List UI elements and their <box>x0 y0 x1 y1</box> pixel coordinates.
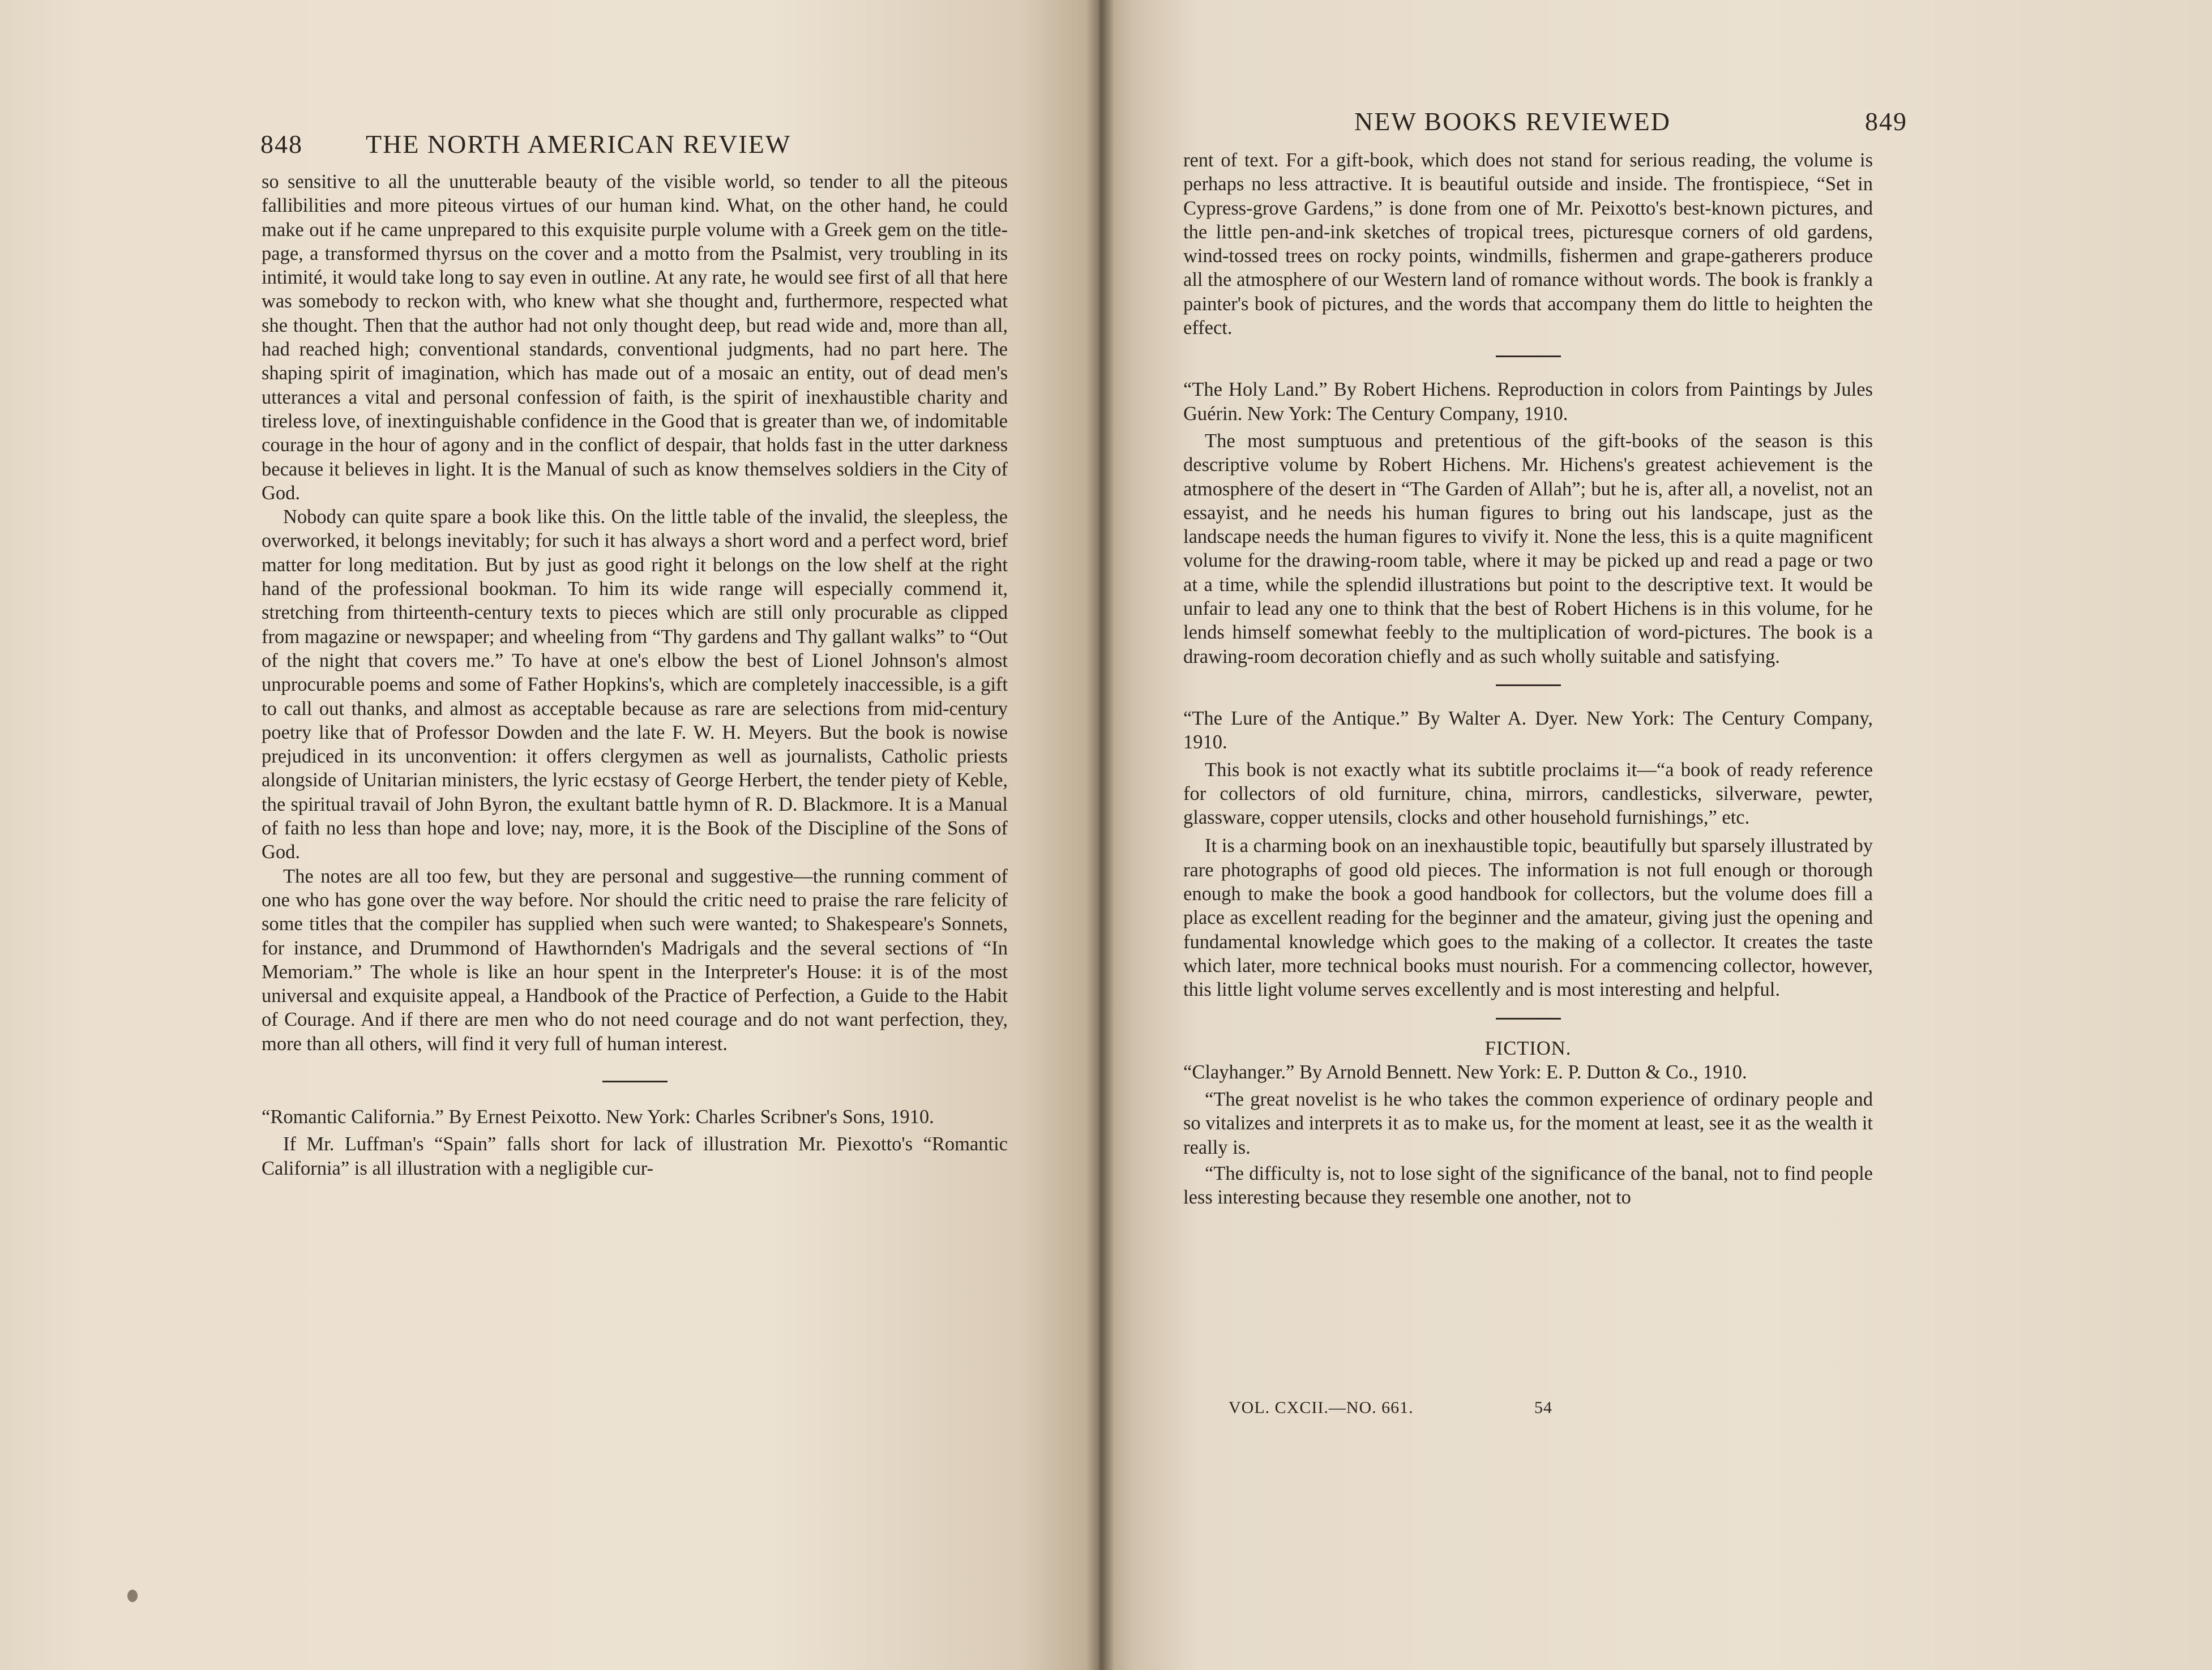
paragraph: The most sumptuous and pretentious of the gift-books of the season is this descriptive volume by Robert Hichens. Mr. Hichens's greatest achievement is the atmosphere of the desert in “The Garden of Allah”; but he is, after all, a novelist, not an essayist, and he needs his human figures to bring out his landscape, just as the landscape needs the human figures to vivify it. None the less, this is a quite magnificent volume for the drawing-room table, where it may be picked up and read a page or two at a time, while the splendid illustrations but point to the descriptive text. It would be unfair to lead any one to think that the best of Robert Hichens is in this volume, for he lends himself somewhat feebly to the multiplication of word-pictures. The book is a drawing-room decoration chiefly and as such wholly suitable and satisfying. <box>1183 430 1873 667</box>
paragraph: This book is not exactly what its subtitle proclaims it—“a book of ready reference for collectors of old furniture, china, mirrors, candlesticks, silverware, pewter, glassware, copper utensils, clocks and other household furnishings,” etc. <box>1183 759 1873 829</box>
paragraph: “The difficulty is, not to lose sight of the significance of the banal, not to find people less interesting because they resemble one another, not to <box>1183 1162 1873 1209</box>
paragraph: It is a charming book on an inexhaustible topic, beautifully but sparsely illustrated by rare photographs of good old pieces. The information is not full enough or thorough enough to make the book a good handbook for collectors, but the volume does fill a place as excellent reading for the beginner and the amateur, giving just the opening and fundamental knowledge which goes to the making of a collector. It creates the taste which later, more technical books must nourish. For a commencing collector, however, this little light volume serves excellently and is most interesting and helpful. <box>1183 835 1873 1001</box>
review-citation-holy-land: “The Holy Land.” By Robert Hichens. Reproduction in colors from Paintings by Jules Guérin. New York: The Century Company, 1910. <box>1183 379 1873 425</box>
paragraph: If Mr. Luffman's “Spain” falls short for lack of illustration Mr. Piexotto's “Romantic California” is all illustration with a negligible cur- <box>262 1133 1008 1179</box>
paper-speck <box>127 1590 138 1602</box>
right-text-column <box>1183 148 1873 1210</box>
section-heading-fiction: FICTION. <box>1484 1037 1572 1059</box>
review-citation-lure-of-antique: “The Lure of the Antique.” By Walter A. Dyer. New York: The Century Company, 1910. <box>1183 707 1873 753</box>
review-citation-romantic-california: “Romantic California.” By Ernest Peixotto. New York: Charles Scribner's Sons, 1910. <box>262 1106 934 1128</box>
footer-volume-number: VOL. CXCII.—NO. 661. <box>1229 1398 1414 1417</box>
paragraph: so sensitive to all the unutterable beauty of the visible world, so tender to all the piteous fallibilities and more piteous virtues of our human kind. What, on the other hand, he could make out if he came unprepared to this exquisite purple volume with a Greek gem on the title-page, a transformed thyrsus on the cover and a motto from the Psalmist, very troubling in its intimité, it would take long to say even in outline. At any rate, he would see first of all that here was somebody to reckon with, who knew what she thought and, furthermore, respected what she thought. Then that the author had not only thought deep, but read wide and, more than all, had reached high; conventional standards, conventional judgments, had no part here. The shaping spirit of imagination, which has made out of a mosaic an entity, out of dead men's utterances a vital and personal confession of faith, is the spirit of inexhaustible charity and tireless love, of inextinguishable confidence in the Good that is greater than we, of indomitable courage in the hour of agony and in the conflict of despair, that holds fast in the utter darkness because it believes in light. It is the Manual of such as know themselves soldiers in the City of God. <box>262 171 1008 504</box>
paragraph: The notes are all too few, but they are personal and suggestive—the running comment of one who has gone over the way before. Nor should the critic need to praise the rare felicity of some titles that the compiler has supplied when such were wanted; to Shakespeare's Sonnets, for instance, and Drummond of Hawthornden's Madrigals and the several sections of “In Memoriam.” The whole is like an hour spent in the Interpreter's House: it is of the most universal and exquisite appeal, a Handbook of the Practice of Perfection, a Guide to the Habit of Courage. And if there are men who do not need courage and do not want perfection, they, more than all others, will find it very full of human interest. <box>262 865 1008 1055</box>
page-number-848: 848 <box>260 130 303 159</box>
left-running-head: THE NORTH AMERICAN REVIEW <box>366 130 791 159</box>
review-citation-clayhanger: “Clayhanger.” By Arnold Bennett. New York: E. P. Dutton & Co., 1910. <box>1183 1061 1747 1083</box>
paragraph: “The great novelist is he who takes the common experience of ordinary people and so vitalizes and interprets it as to make us, for the moment at least, see it as the wealth it really is. <box>1183 1089 1873 1158</box>
page-number-849: 849 <box>1865 107 1907 136</box>
left-text-column <box>262 170 1008 1180</box>
book-gutter <box>1086 0 1114 1670</box>
footer-signature-mark: 54 <box>1534 1398 1552 1417</box>
paragraph: rent of text. For a gift-book, which does not stand for serious reading, the volume is perhaps no less attractive. It is beautiful outside and inside. The frontispiece, “Set in Cypress-grove Gardens,” is done from one of Mr. Peixotto's best-known pictures, and the little pen-and-ink sketches of tropical trees, picturesque corners of old gardens, wind-tossed trees on rocky points, windmills, fishermen and grape-gatherers produce all the atmosphere of our Western land of romance without words. The book is frankly a painter's book of pictures, and the words that accompany them do little to heighten the effect. <box>1183 149 1873 339</box>
right-page <box>1098 0 2212 1670</box>
right-running-head: NEW BOOKS REVIEWED <box>1354 107 1671 136</box>
paragraph: Nobody can quite spare a book like this. On the little table of the invalid, the sleepless, the overworked, it belongs inevitably; for such it has always a short word and a perfect word, brief matter for long meditation. But by just as good right it belongs on the low shelf at the right hand of the professional bookman. To him its wide range will especially commend it, stretching from thirteenth-century texts to pieces which are still only procurable as clipped from magazine or newspaper; and wheeling from “Thy gardens and Thy gallant walks” to “Out of the night that covers me.” To have at one's elbow the best of Lionel Johnson's almost unprocurable poems and some of Father Hopkins's, which are completely inaccessible, is a gift to call out thanks, and almost as acceptable because as rare are selections from mid-century poetry like that of Professor Dowden and the late F. W. H. Meyers. But the book is nowise prejudiced in its unconvention: it offers clergymen as well as journalists, Catholic priests alongside of Unitarian ministers, the lyric ecstasy of George Herbert, the tender piety of Keble, the spiritual travail of John Byron, the exultant battle hymn of R. D. Blackmore. It is a Manual of faith no less than hope and love; nay, more, it is the Book of the Discipline of the Sons of God. <box>262 506 1008 863</box>
left-page <box>0 0 1098 1670</box>
